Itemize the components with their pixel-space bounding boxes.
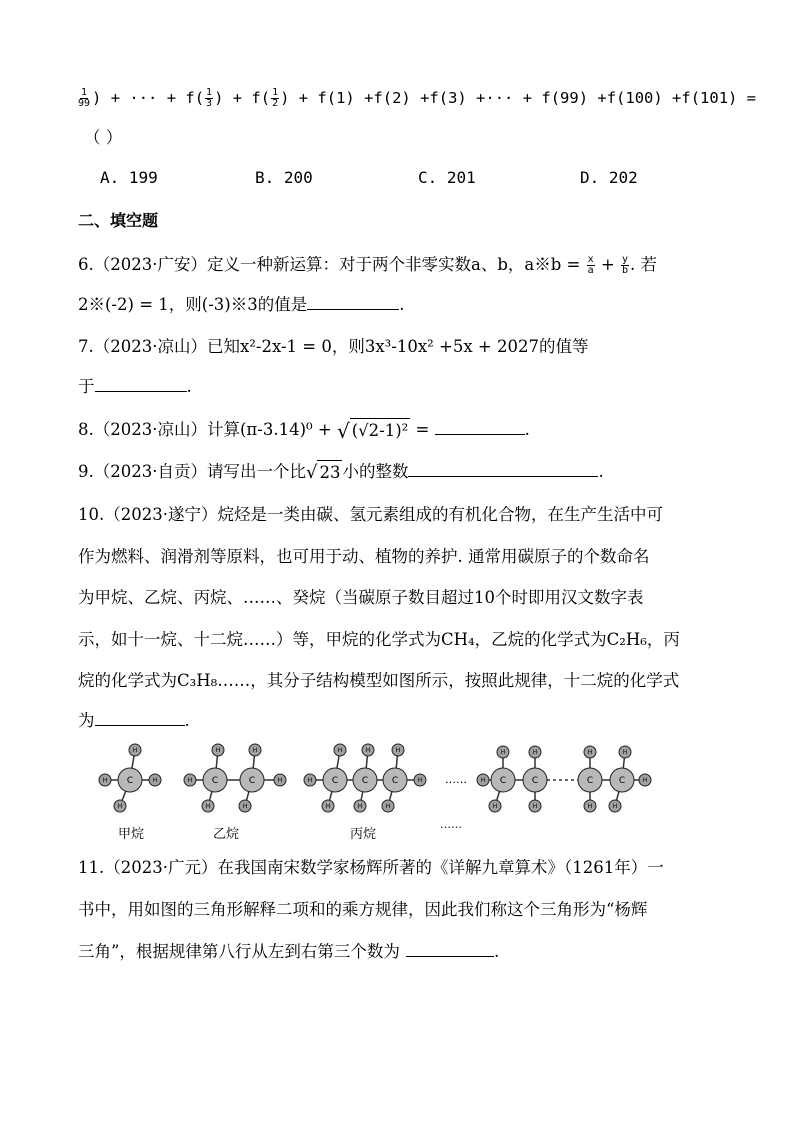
carbon-atom-label: C (391, 776, 399, 787)
fraction-numerator: 1 (206, 87, 213, 98)
answer-blank[interactable] (95, 390, 187, 392)
hydrogen-atom-label: H (500, 749, 506, 757)
answer-blank[interactable] (95, 724, 185, 726)
atoms (99, 744, 651, 812)
ethane-label: 乙烷 (213, 827, 240, 842)
expression-text: ) + f( (214, 89, 271, 107)
hydrogen-atom-label: H (532, 749, 538, 757)
hydrogen-atom-label: H (102, 777, 108, 785)
q10-line: 为甲烷、乙烷、丙烷、……、癸烷（当碳原子数目超过10个时即用汉文数字表 (78, 588, 644, 607)
answer-paren: （ ） (84, 128, 123, 147)
fraction-numerator: y (621, 254, 628, 265)
radical-sign-icon: √ (336, 419, 350, 443)
hydrogen-atom-label: H (205, 803, 211, 811)
hydrogen-atom-label: H (365, 747, 371, 755)
q8-text: 8.（2023·凉山）计算(π-3.14)⁰ + (78, 420, 332, 439)
hydrogen-atom-label: H (357, 803, 363, 811)
q6-text: . (399, 295, 405, 314)
hydrogen-atom-label: H (587, 749, 593, 757)
answer-blank[interactable] (307, 308, 399, 310)
hydrogen-atom-label: H (480, 777, 486, 785)
hydrogen-atom-label: H (385, 803, 391, 811)
q9-text: . (598, 462, 604, 481)
q7-text: 于 (78, 377, 95, 396)
q7-line1: 7.（2023·凉山）已知x²-2x-1 = 0，则3x³-10x² +5x + 2027的值等 (78, 337, 589, 356)
q7-line2 (78, 375, 192, 399)
carbon-atom-label: C (331, 776, 339, 787)
square-root (337, 418, 410, 443)
answer-blank[interactable] (435, 433, 525, 435)
q10-line: 烷的化学式为C₃H₈……，其分子结构模型如图所示，按照此规律，十二烷的化学式 (78, 671, 680, 690)
q6-text: 2※(-2) = 1，则(-3)※3的值是 (78, 295, 308, 314)
q11-text: . (493, 942, 500, 961)
carbon-atom-label: C (586, 776, 594, 787)
alkane-molecule-diagram (90, 738, 670, 818)
q10-text: . (184, 711, 190, 730)
expression-text: ) + f(1) +f(2) +f(3) +··· + f(99) +f(100) +f(101) = (280, 89, 757, 107)
q11-line-last (78, 940, 499, 964)
q9-text: 小的整数 (342, 462, 409, 481)
hydrogen-atom-label: H (152, 777, 158, 785)
hydrogen-atom-label: H (612, 803, 618, 811)
fraction-denominator: a (587, 265, 594, 276)
fraction (621, 255, 629, 276)
hydrogen-atom-label: H (252, 747, 258, 755)
q7-text: . (186, 377, 192, 396)
option-c: C. 201 (418, 168, 476, 187)
fraction-numerator: x (587, 254, 594, 265)
hydrogen-atom-label: H (395, 747, 401, 755)
q11-line: 书中，用如图的三角形解释二项和的乘方规律，因此我们称这个三角形为“杨辉 (78, 900, 648, 919)
hydrogen-atom-label: H (337, 747, 343, 755)
fraction-numerator: 1 (272, 87, 279, 98)
fraction-numerator: 1 (81, 87, 88, 98)
fraction (271, 88, 279, 109)
hydrogen-atom-label: H (132, 747, 138, 755)
q10-line: 作为燃料、润滑剂等原料，也可用于动、植物的养护. 通常用碳原子的个数命名 (78, 547, 650, 566)
hydrogen-atom-label: H (417, 777, 423, 785)
q9-text: 9.（2023·自贡）请写出一个比 (78, 462, 306, 481)
option-b: B. 200 (255, 168, 313, 187)
fraction (77, 88, 91, 109)
hydrogen-atom-label: H (532, 803, 538, 811)
radical-sign-icon: √ (305, 462, 318, 483)
fraction-denominator: b (621, 265, 628, 276)
radical-body: (√2-1)² (350, 418, 411, 443)
q6-text: . 若 (630, 255, 657, 274)
fraction (587, 255, 595, 276)
expression-text: ) + ··· + f( (92, 89, 205, 107)
option-a: A. 199 (100, 168, 158, 187)
hydrogen-atom-label: H (642, 777, 648, 785)
q6-line2 (78, 293, 404, 317)
q8-line (78, 418, 530, 443)
q11-text: 三角”，根据规律第八行从左到右第三个数为 (78, 942, 400, 961)
fraction-denominator: 99 (78, 98, 91, 109)
carbon-atom-label: C (618, 776, 626, 787)
q6-text: 6.（2023·广安）定义一种新运算：对于两个非零实数a、b，a※b = (78, 255, 581, 274)
hydrogen-atom-label: H (242, 803, 248, 811)
q11-line: 11.（2023·广元）在我国南宋数学家杨辉所著的《详解九章算术》（1261年）一 (78, 858, 664, 877)
q10-line: 10.（2023·遂宁）烷烃是一类由碳、氢元素组成的有机化合物，在生产生活中可 (78, 505, 663, 524)
fraction (205, 88, 213, 109)
q10-line-last (78, 709, 190, 733)
q8-text: . (524, 420, 530, 439)
ellipsis-text: …… (445, 773, 467, 786)
fraction-denominator: 3 (206, 98, 213, 109)
hydrogen-atom-label: H (215, 747, 221, 755)
carbon-atom-label: C (126, 776, 134, 787)
hydrogen-atom-label: H (307, 777, 313, 785)
plus-sign: + (600, 255, 615, 274)
methane-label: 甲烷 (118, 827, 145, 842)
q10-text: 为 (78, 711, 95, 730)
option-d: D. 202 (580, 168, 638, 187)
ellipsis-label: …… (440, 818, 462, 831)
carbon-atom-label: C (248, 776, 256, 787)
answer-blank[interactable] (406, 955, 494, 957)
q8-text: = (415, 420, 430, 439)
carbon-atom-label: C (211, 776, 219, 787)
answer-blank[interactable] (408, 475, 598, 477)
hydrogen-atom-label: H (277, 777, 283, 785)
q6-line1 (78, 253, 657, 277)
q10-line: 示，如十一烷、十二烷……）等，甲烷的化学式为CH₄，乙烷的化学式为C₂H₆，丙 (78, 630, 680, 649)
carbon-atom-label: C (499, 776, 507, 787)
q9-line (78, 460, 604, 485)
fraction-denominator: 2 (272, 98, 279, 109)
hydrogen-atom-label: H (117, 803, 123, 811)
propane-label: 丙烷 (350, 827, 377, 842)
hydrogen-atom-label: H (325, 803, 331, 811)
hydrogen-atom-label: H (622, 749, 628, 757)
square-root (306, 460, 342, 485)
q5-expression-line (76, 86, 756, 110)
radical-body: 23 (317, 460, 342, 485)
section-title: 二、填空题 (78, 211, 159, 230)
hydrogen-atom-label: H (187, 777, 193, 785)
carbon-atom-label: C (361, 776, 369, 787)
hydrogen-atom-label: H (492, 803, 498, 811)
hydrogen-atom-label: H (587, 803, 593, 811)
carbon-atom-label: C (531, 776, 539, 787)
